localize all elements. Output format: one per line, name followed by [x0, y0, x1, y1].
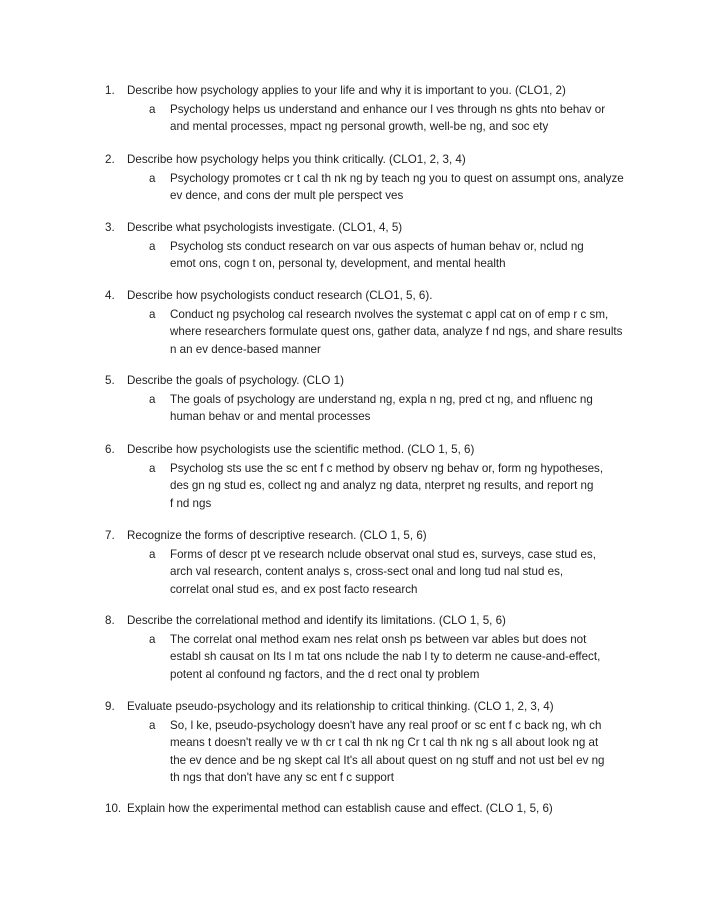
question-text: Recognize the forms of descriptive research. (CLO 1, 5, 6) [127, 529, 427, 542]
question-number: 10. [105, 802, 122, 815]
answer-marker: a [149, 103, 156, 116]
answer-marker: a [149, 719, 156, 732]
question-number: 6. [105, 443, 115, 456]
answer-marker: a [149, 462, 156, 475]
question-text: Explain how the experimental method can establish cause and effect. (CLO 1, 5, 6) [127, 802, 553, 815]
question-number: 9. [105, 700, 115, 713]
answer-text: Psychology helps us understand and enhance our l ves through ns ghts nto behav or and mental processes, mpact ng personal growth, well-be ng, and soc ety [170, 103, 606, 134]
question-number: 8. [105, 614, 115, 627]
question-number: 3. [105, 221, 115, 234]
answer-marker: a [149, 308, 156, 321]
answer-marker: a [149, 172, 156, 185]
question-text: Describe how psychology helps you think critically. (CLO1, 2, 3, 4) [127, 153, 466, 166]
answer-text: The goals of psychology are understand ng, expla n ng, pred ct ng, and nfluenc ng human behav or and mental processes [170, 393, 593, 424]
answer-text: Forms of descr pt ve research nclude observat onal stud es, surveys, case stud es, arch val research, content analys s, cross-sect onal and long tud nal stud es, correlat onal stud es, and ex post facto research [170, 548, 596, 596]
answer-marker: a [149, 633, 156, 646]
question-number: 1. [105, 84, 115, 97]
answer-marker: a [149, 240, 156, 253]
question-text: Describe the correlational method and identify its limitations. (CLO 1, 5, 6) [127, 614, 506, 627]
question-number: 4. [105, 289, 115, 302]
answer-text: So, l ke, pseudo-psychology doesn't have any real proof or sc ent f c back ng, wh ch means t doesn't really ve w th cr t cal th nk ng Cr t cal th nk ng s all about look ng at the ev dence and be ng skept cal It's all about quest on ng stuff and not ust bel ev ng th ngs that don't have any sc ent f c support [170, 719, 605, 784]
answer-text: Psycholog sts conduct research on var ous aspects of human behav or, nclud ng emot ons, cogn t on, personal ty, development, and mental health [170, 240, 584, 271]
question-text: Describe how psychologists use the scientific method. (CLO 1, 5, 6) [127, 443, 475, 456]
question-text: Describe how psychology applies to your life and why it is important to you. (CLO1, 2) [127, 84, 566, 97]
answer-text: Psycholog sts use the sc ent f c method by observ ng behav or, form ng hypotheses, des gn ng stud es, collect ng and analyz ng data, nterpret ng results, and report ng f nd ngs [170, 462, 604, 510]
question-text: Describe the goals of psychology. (CLO 1) [127, 374, 344, 387]
question-text: Describe what psychologists investigate. (CLO1, 4, 5) [127, 221, 403, 234]
answer-text: Psychology promotes cr t cal th nk ng by teach ng you to quest on assumpt ons, analyze ev dence, and cons der mult ple perspect ves [170, 172, 624, 203]
question-number: 7. [105, 529, 115, 542]
question-number: 2. [105, 153, 115, 166]
answer-text: Conduct ng psycholog cal research nvolves the systemat c appl cat on of emp r c sm, where researchers formulate quest ons, gather data, analyze f nd ngs, and share results n an ev dence-based manner [170, 308, 623, 356]
answer-text: The correlat onal method exam nes relat onsh ps between var ables but does not establ sh causat on Its l m tat ons nclude the nab l ty to determ ne cause-and-effect, potent al confound ng factors, and the d rect onal ty problem [170, 633, 601, 681]
question-text: Evaluate pseudo-psychology and its relationship to critical thinking. (CLO 1, 2, 3, 4) [127, 700, 554, 713]
question-text: Describe how psychologists conduct research (CLO1, 5, 6). [127, 289, 433, 302]
question-number: 5. [105, 374, 115, 387]
answer-marker: a [149, 393, 156, 406]
answer-marker: a [149, 548, 156, 561]
